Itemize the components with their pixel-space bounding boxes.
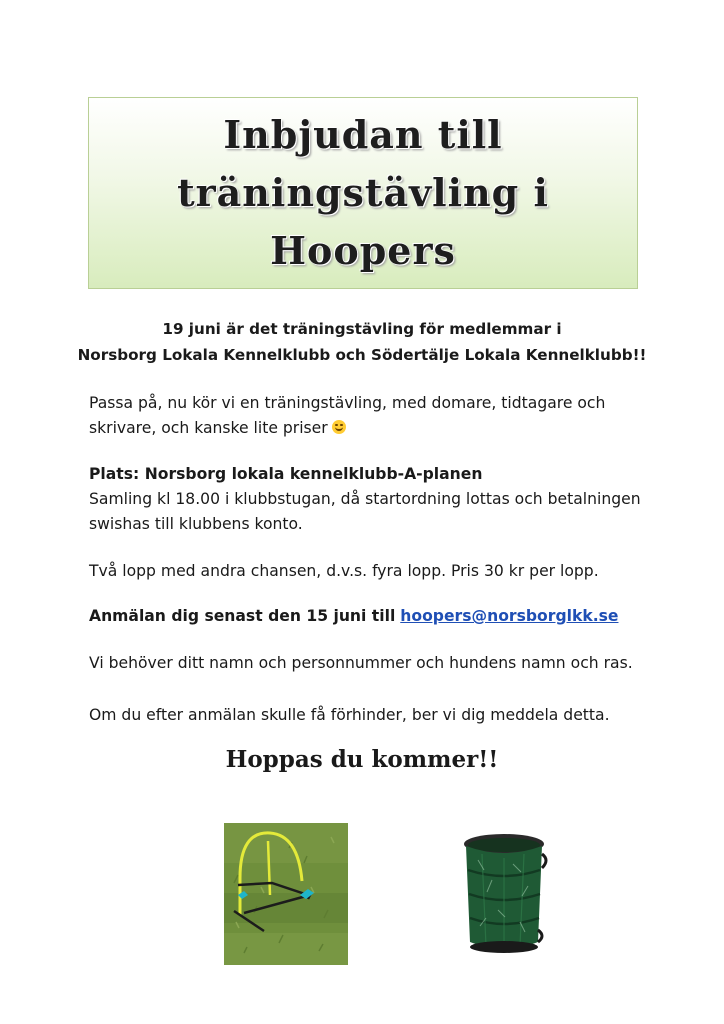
passa-line-1: Passa på, nu kör vi en träningstävling, med domare, tidtagare och [89, 394, 606, 412]
closing-heading: Hoppas du kommer!! [225, 746, 499, 773]
collapsible-bin-photo [458, 830, 550, 958]
behover-paragraph: Vi behöver ditt namn och personnummer och hundens namn och ras. [89, 654, 633, 672]
email-link[interactable]: hoopers@norsborglkk.se [400, 607, 619, 625]
bin-base [470, 941, 538, 953]
plats-line-2: swishas till klubbens konto. [89, 515, 303, 533]
title-banner [88, 97, 638, 289]
plats-line-1: Samling kl 18.00 i klubbstugan, då startordning lottas och betalningen [89, 490, 641, 508]
lopp-paragraph: Två lopp med andra chansen, d.v.s. fyra lopp. Pris 30 kr per lopp. [89, 562, 599, 580]
plats-paragraph [89, 462, 649, 537]
passa-line-2-text: skrivare, och kanske lite priser [89, 419, 328, 437]
forhinder-paragraph: Om du efter anmälan skulle få förhinder, ber vi dig meddela detta. [89, 706, 610, 724]
smiley-icon [332, 420, 346, 434]
passa-paragraph [89, 391, 649, 441]
title-line-1: Inbjudan till [223, 112, 503, 157]
plats-heading: Plats: Norsborg lokala kennelklubb-A-planen [89, 465, 483, 483]
hoop-photo [224, 823, 348, 965]
bin-handle [542, 854, 546, 868]
anmalan-paragraph [89, 604, 649, 629]
title-line-3: Hoopers [270, 228, 456, 273]
anmalan-text: Anmälan dig senast den 15 juni till [89, 607, 396, 625]
title-line-2: träningstävling i [177, 170, 549, 215]
intro-line-2: Norsborg Lokala Kennelklubb och Södertälje Lokala Kennelklubb!! [77, 346, 647, 364]
intro-text [0, 316, 724, 368]
intro-line-1: 19 juni är det träningstävling för medlemmar i [162, 320, 562, 338]
passa-line-2 [89, 416, 649, 441]
